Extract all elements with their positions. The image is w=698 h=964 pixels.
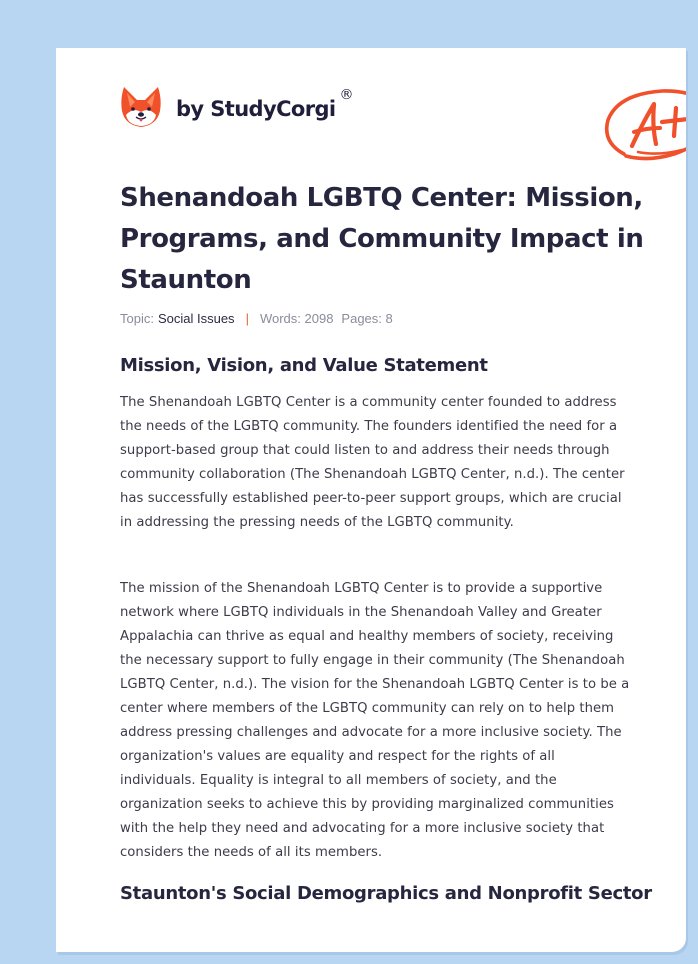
page-header	[120, 76, 660, 146]
topic-link[interactable]: Social Issues	[157, 311, 235, 326]
registered-mark: ®	[339, 87, 354, 103]
word-count: Words: 2098	[259, 311, 334, 326]
document-meta	[120, 311, 393, 326]
paragraph: The mission of the Shenandoah LGBTQ Center is to provide a supportive network where LGBTQ individuals in the Shenandoah Valley and Greater Appalachia can thrive as equal and healthy members of society, receiving the necessary support to fully engage in their community (The Shenandoah LGBTQ Center, n.d.). The vision for the Shenandoah LGBTQ Center is to be a center where members of the LGBTQ community can rely on to help them address pressing challenges and advocate for a more inclusive society. The organization's values are equality and respect for the rights of all individuals. Equality is integral to all members of society, and the organization seeks to achieve this by providing marginalized communities with the help they need and advocating for a more inclusive society that considers the needs of all its members.	[120, 581, 630, 860]
section-heading: Staunton's Social Demographics and Nonprofit Sector	[120, 883, 652, 904]
section-heading: Mission, Vision, and Value Statement	[120, 355, 488, 376]
logo-text: by StudyCorgi	[176, 97, 336, 121]
studycorgi-logo[interactable]	[120, 76, 354, 138]
page-count: Pages: 8	[341, 311, 393, 326]
document-card	[56, 48, 686, 952]
document-title: Shenandoah LGBTQ Center: Mission, Programs, and Community Impact in Staunton	[120, 183, 644, 295]
corgi-face-icon	[120, 85, 162, 129]
a-plus-grade-icon	[602, 86, 686, 168]
topic-label: Topic:	[120, 311, 154, 326]
meta-separator: |	[245, 311, 249, 326]
paragraph: The Shenandoah LGBTQ Center is a community center founded to address the needs of the LGBTQ community. The founders identified the need for a support-based group that could listen to and address their needs through community collaboration (The Shenandoah LGBTQ Center, n.d.). The center has successfully established peer-to-peer support groups, which are crucial in addressing the pressing needs of the LGBTQ community.	[120, 395, 625, 530]
